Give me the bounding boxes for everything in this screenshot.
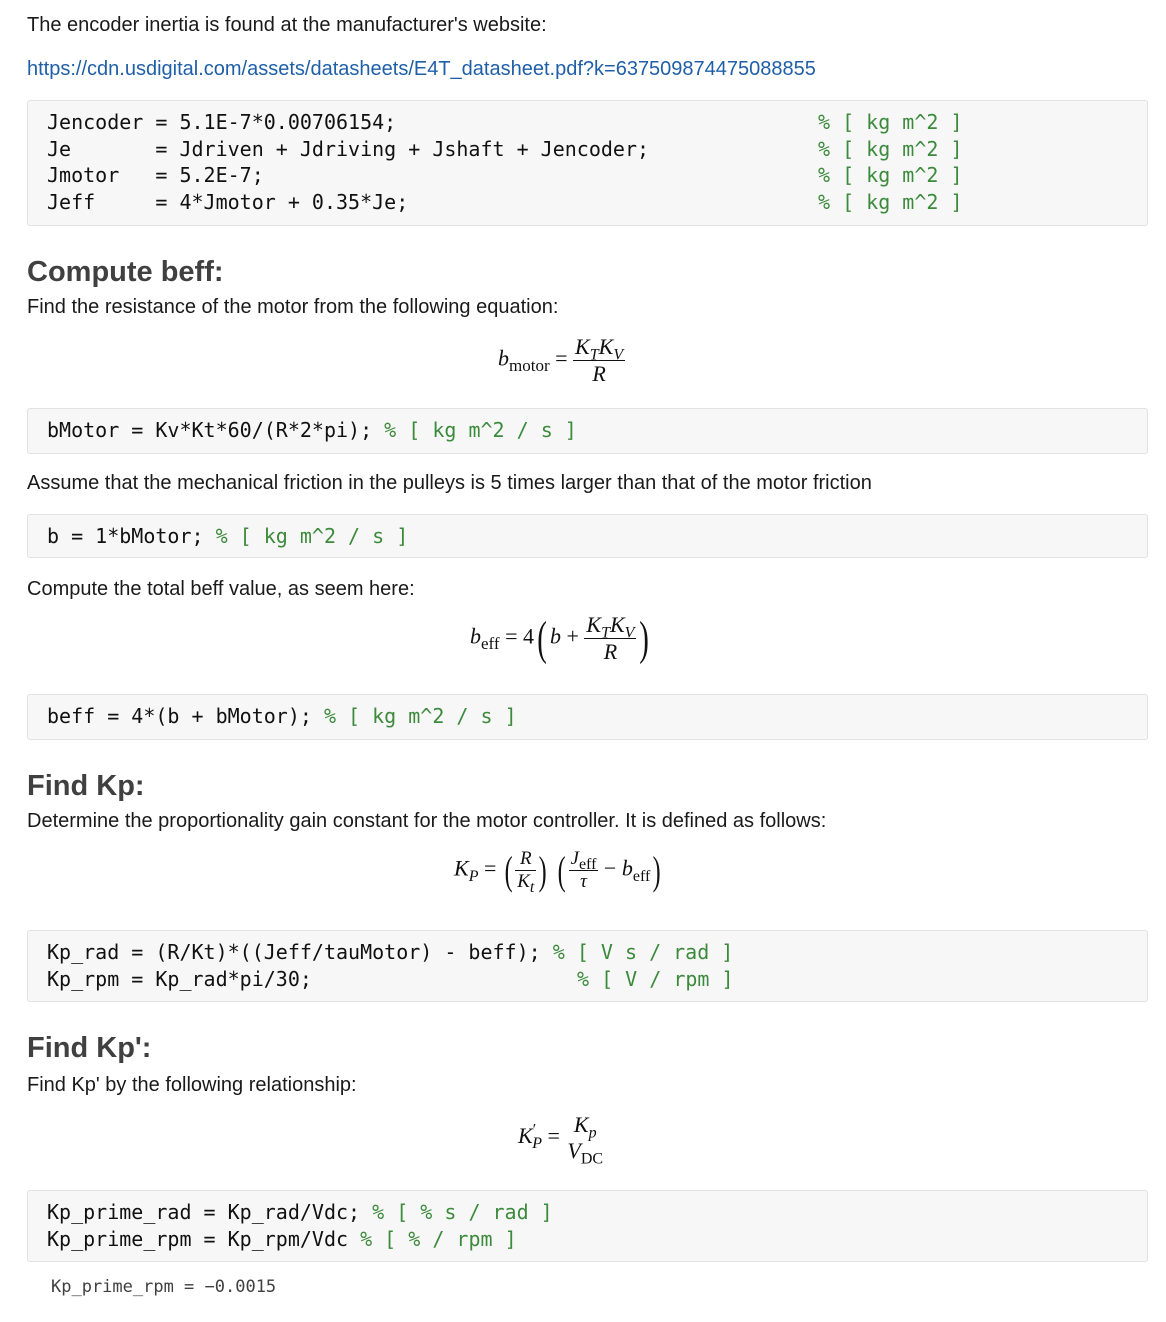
- code-line: Kp_prime_rad = Kp_rad/Vdc; % [ % s / rad ]: [47, 1200, 553, 1224]
- code-line: Kp_prime_rpm = Kp_rpm/Vdc % [ % / rpm ]: [47, 1226, 517, 1251]
- code-block-b: [27, 514, 1148, 558]
- heading-compute-beff: Compute beff:: [27, 256, 224, 288]
- beff-text-2: Assume that the mechanical friction in the pulleys is 5 times larger than that of the motor friction: [27, 472, 872, 494]
- code-block-bmotor: [27, 408, 1148, 454]
- code-line: Jencoder = 5.1E-7*0.00706154; % [ kg m^2 ]: [47, 110, 963, 134]
- datasheet-link[interactable]: https://cdn.usdigital.com/assets/datasheets/E4T_datasheet.pdf?k=637509874475088855: [27, 58, 816, 80]
- intro-text: The encoder inertia is found at the manufacturer's website:: [27, 14, 547, 36]
- code-line: Jmotor = 5.2E-7; % [ kg m^2 ]: [47, 163, 963, 187]
- code-block-kp-prime: [27, 1190, 1148, 1262]
- code-line: Jeff = 4*Jmotor + 0.35*Je; % [ kg m^2 ]: [47, 189, 963, 214]
- kp-text-1: Determine the proportionality gain constant for the motor controller. It is defined as follows:: [27, 810, 827, 832]
- code-line: Je = Jdriven + Jdriving + Jshaft + Jencoder; % [ kg m^2 ]: [47, 136, 963, 161]
- equation-kp: $K_P$ = ( $\frac{R}{K_t}$ ) ( $\frac{J_{eff}}{\tau}$ − $b_{eff}$): [454, 847, 661, 896]
- code-line: b = 1*bMotor; % [ kg m^2 / s ]: [47, 524, 409, 548]
- beff-text-3: Compute the total beff value, as seem here:: [27, 578, 415, 600]
- equation-kp-prime: $K'_P$ = $K_p$ $V_{DC}$: [518, 1112, 604, 1168]
- output-kp-prime-rpm: Kp_prime_rpm = −0.0015: [51, 1277, 277, 1297]
- heading-find-kp-prime: Find Kp':: [27, 1032, 152, 1064]
- kpp-text-1: Find Kp' by the following relationship:: [27, 1074, 357, 1096]
- code-line: beff = 4*(b + bMotor); % [ kg m^2 / s ]: [47, 704, 517, 728]
- code-line: Kp_rpm = Kp_rad*pi/30; % [ V / rpm ]: [47, 966, 734, 991]
- code-block-kp: [27, 930, 1148, 1002]
- code-block-inertia: [27, 100, 1148, 226]
- code-line: Kp_rad = (R/Kt)*((Jeff/tauMotor) - beff); % [ V s / rad ]: [47, 940, 734, 964]
- equation-beff: $b_{eff} = 4$( b + $\frac{K_TK_V}{R}$ ): [470, 611, 650, 665]
- code-line: bMotor = Kv*Kt*60/(R*2*pi); % [ kg m^2 / s ]: [47, 418, 577, 442]
- beff-text-1: Find the resistance of the motor from the following equation:: [27, 296, 559, 318]
- equation-bmotor: $b_{motor}$ = $\frac{K_TK_V}{R}$: [498, 334, 624, 386]
- heading-find-kp: Find Kp:: [27, 770, 145, 802]
- code-block-beff: [27, 694, 1148, 740]
